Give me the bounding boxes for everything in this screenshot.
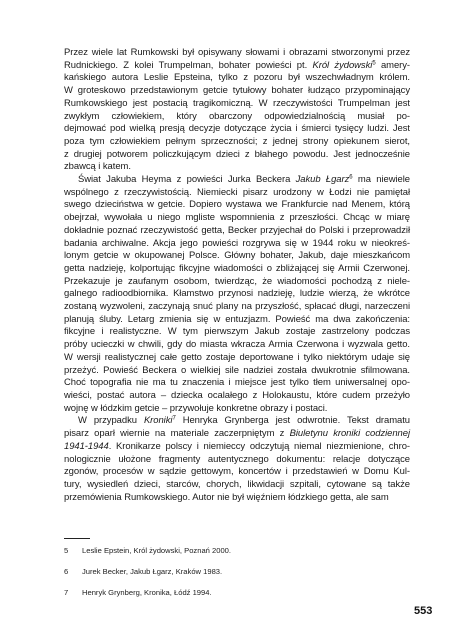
text-line: próby ucieczki w chwili, gdy do miasta wkracza Armia Czerwona i wyzwala getto. — [64, 339, 410, 351]
text-line: z drugiej potworem policzkującym dzieci z błahego powodu. Jest jednocześnie — [64, 148, 410, 160]
text-line: Rudnickiego. Z kolei Trumpelman, bohater powieści pt. Król żydowski$^5$ amery- — [64, 59, 411, 71]
footnote — [64, 546, 410, 556]
text-line: obejrzał, wywołała u niego mgliste wspomnienia z przeszłości. Chcąc w miarę — [64, 212, 410, 224]
paragraph-1 — [64, 47, 410, 174]
text-line: wieści, postać autora – dziecka ocalałego z Holokaustu, które cudem przeżyło — [64, 389, 410, 401]
footnote-number: 5 — [64, 546, 69, 555]
text-line: dejmować pod wielką presją decyzje dotyczące życia i śmierci tysięcy ludzi. Jest — [64, 123, 410, 135]
text-line: Przez wiele lat Rumkowski był opisywany słowami i obrazami stworzonymi przez — [64, 47, 410, 58]
text-line: getta nadzieję, kolportując fikcyjne wiadomości o zbliżającej się Armii Czerwonej. — [64, 262, 410, 274]
text-line: wojnę w łódzkim getcie – przywołuje konkretne obrazy i postaci. — [64, 402, 328, 414]
text-line: zostaną wyzwoleni, zaczynają snuć plany na przyszłość, spłacać długi, narzeczeni — [64, 301, 410, 313]
text-line: fikcyjne i realistyczne. W tym pierwszym Jakub zostaje zastrzelony podczas — [64, 326, 410, 338]
text-line: W przypadku Kroniki$^7$ Henryka Grynberga jest odwrotnie. Tekst dramatu — [78, 415, 410, 427]
footnote-text: Leslie Epstein, Król żydowski, Poznań 2000. — [82, 546, 232, 555]
text-line: planują śluby. Letarg zmienia się w entuzjazm. Powieść ma dwa zakończenia: — [64, 313, 410, 325]
paragraph-3 — [64, 415, 410, 504]
text-line: Choć topografia nie ma tu znaczenia i miejsce jest tylko tłem uniwersalnej opo- — [64, 377, 410, 389]
text-line: zgonów, procesów w sądzie gettowym, koncertów i przedstawień w Domu Kul- — [64, 466, 410, 478]
text-line: badania archiwalne. Akcja jego powieści rozgrywa się w 1944 roku w nieokreś- — [64, 237, 410, 249]
text-line: przemówienia Rumkowskiego. Autor nie był więźniem łódzkiego getta, ale sam — [64, 491, 389, 503]
text-line: galnego radioodbiornika. Kłamstwo przynosi nadzieję, ludzie wierzą, że wkrótce — [64, 288, 410, 300]
text-line: zbawcą i katem. — [64, 161, 131, 173]
footnote — [64, 567, 410, 577]
paragraph-2 — [64, 174, 410, 415]
footnote-text: Henryk Grynberg, Kronika, Łódź 1994. — [82, 588, 212, 597]
text-line: wspólnego z rzeczywistością. Niemiecki pisarz urodzony w Łodzi nie pamiętał — [64, 186, 410, 198]
text-line: przeżyć. Powieść Beckera o wielkiej sile nadziei została dwukrotnie sfilmowana. — [64, 364, 410, 376]
text-line: Przekazuje je zaufanym osobom, twierdząc, że wiadomości pochodzą z niele- — [64, 275, 410, 287]
text-line: Świat Jakuba Heyma z powieści Jurka Beckera Jakub Łgarz$^6$ ma niewiele — [78, 174, 410, 186]
footnote-number: 7 — [64, 588, 69, 597]
footnote — [64, 588, 410, 598]
main-text — [64, 47, 410, 504]
text-line: zwykłym człowiekiem, który obarczony odpowiedzialnością musiał po- — [64, 110, 410, 122]
footnotes — [64, 546, 410, 609]
text-line: dokładnie poznać rzeczywistość getta, Becker przyjechał do Polski i przeprowadził — [64, 224, 410, 236]
text-line: pisarz oparł wiernie na materiale zaczerpniętym z Biuletynu kroniki codziennej — [64, 428, 411, 440]
footnote-number: 6 — [64, 567, 69, 576]
page-number: 553 — [414, 605, 433, 617]
text-line: W wersji realistycznej całe getto zostaje deportowane i tylko niektórym udaje się — [64, 351, 410, 363]
text-line: lonym getcie w okupowanej Polsce. Główny bohater, Jakub, daje mieszkańcom — [64, 250, 410, 262]
footnote-text: Jurek Becker, Jakub Łgarz, Kraków 1983. — [82, 567, 223, 576]
text-line: nologicznie ułożone fragmenty autentycznego dokumentu: relacje dotyczące — [64, 453, 410, 465]
text-line: 1941-1944. Kronikarze polscy i niemieccy odczytują niemal niezmienione, chro- — [64, 440, 410, 452]
footnote-separator — [64, 538, 90, 539]
text-line: poza tym człowiekiem pełnym sprzeczności; z jednej strony opiekunem sierot, — [64, 135, 410, 147]
text-line: tury, wysiedleń dzieci, starców, chorych, likwidacji szpitali, cytowane są także — [64, 478, 410, 490]
text-line: Rumkowskiego jest postacią tragikomiczną. W rzeczywistości Trumpelman jest — [64, 97, 410, 109]
text-line: W groteskowo przedstawionym getcie tytułowy bohater łudząco przypominający — [64, 85, 410, 97]
text-line: kańskiego autora Leslie Epsteina, tylko z pozoru był wszechwładnym królem. — [64, 72, 410, 84]
text-line: swego dzieciństwa w getcie. Dopiero wystawa we Frankfurcie nad Menem, którą — [64, 199, 410, 211]
